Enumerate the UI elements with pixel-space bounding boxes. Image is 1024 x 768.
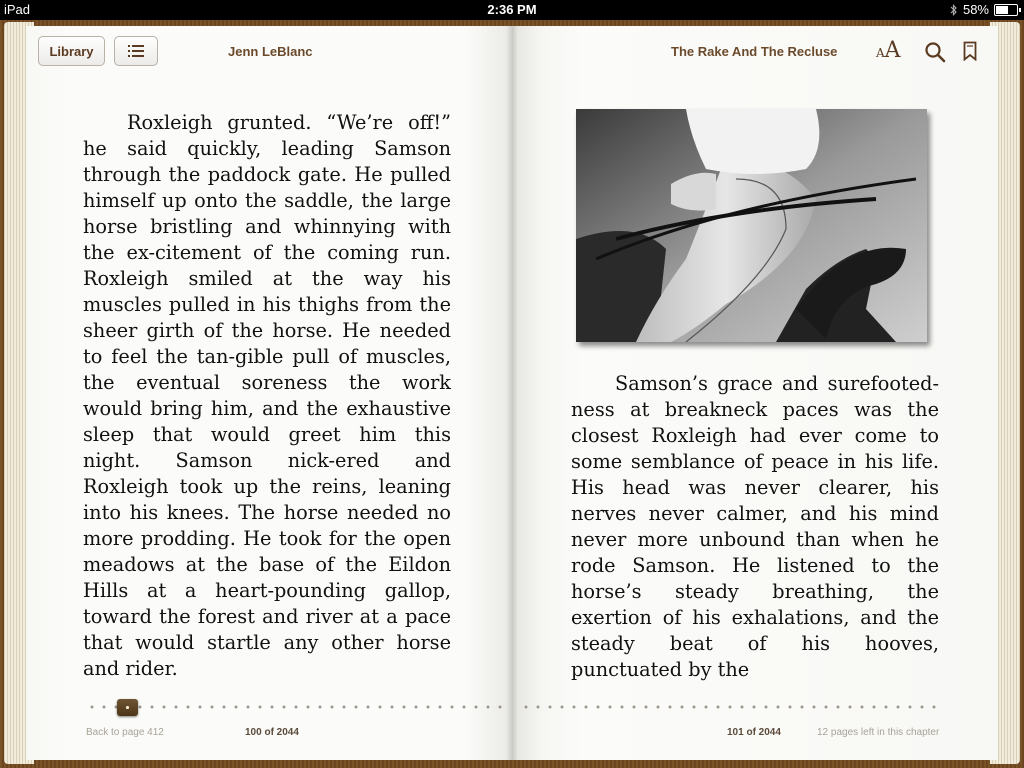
book-illustration [576,109,927,342]
library-button[interactable] [38,36,105,66]
font-size-icon[interactable] [876,38,901,63]
battery-percent: 58% [962,2,989,17]
bluetooth-icon [950,4,958,16]
search-icon[interactable] [924,41,946,63]
font-size-small-letter: A [876,46,885,60]
bookmark-icon[interactable] [963,41,977,61]
pages-left-in-chapter: 12 pages left in this chapter [817,727,940,738]
back-to-page-link[interactable]: Back to page 412 [86,727,164,738]
table-of-contents-button[interactable] [114,36,158,66]
right-page-number: 101 of 2044 [727,727,781,738]
list-icon [128,45,144,57]
font-size-big-letter: A [884,38,901,63]
status-right [950,2,1018,17]
page-scrubber-track-right[interactable] [520,704,944,710]
battery-icon [994,4,1018,16]
left-page-number: 100 of 2044 [245,727,299,738]
library-label: Library [49,43,94,59]
author-name: Jenn LeBlanc [228,44,313,59]
clock: 2:36 PM [487,2,537,17]
page-scrubber-handle[interactable] [117,699,138,716]
page-scrubber-track-left[interactable] [86,704,502,710]
book-title: The Rake And The Recluse [671,44,838,59]
book-spine [506,26,518,760]
status-bar [0,0,1024,20]
battery-fill [996,6,1008,14]
left-page-text: Roxleigh grunted. “We’re off!” he said quickly, leading Samson through the paddock gate. He pulled himself up onto the saddle, the large horse bristling and whinnying with the ex-citement of the coming run. Roxleigh smiled at the way his muscles pulled in his thighs from the sheer girth of the horse. He needed to feel the tan-gible pull of muscles, the eventual soreness the work would bring him, and the exhaustive sleep that would greet him this night. Samson nick-ered and Roxleigh took up the reins, leaning into his knees. The horse needed no more prodding. He took for the open meadows at the base of the Eildon Hills at a heart-pounding gallop, toward the forest and river at a pace that would startle any other horse and rider. [83,111,451,680]
right-page-text: Samson’s grace and surefooted-ness at breakneck paces was the closest Roxleigh had ever come to some semblance of peace in his life. His head was never clearer, his nerves never calmer, and his mind never more unbound than when he rode Samson. He listened to the horse’s steady breathing, the exertion of his exhalations, and the steady beat of his hooves, punctuated by the [571,372,939,681]
device-name: iPad [4,2,31,17]
